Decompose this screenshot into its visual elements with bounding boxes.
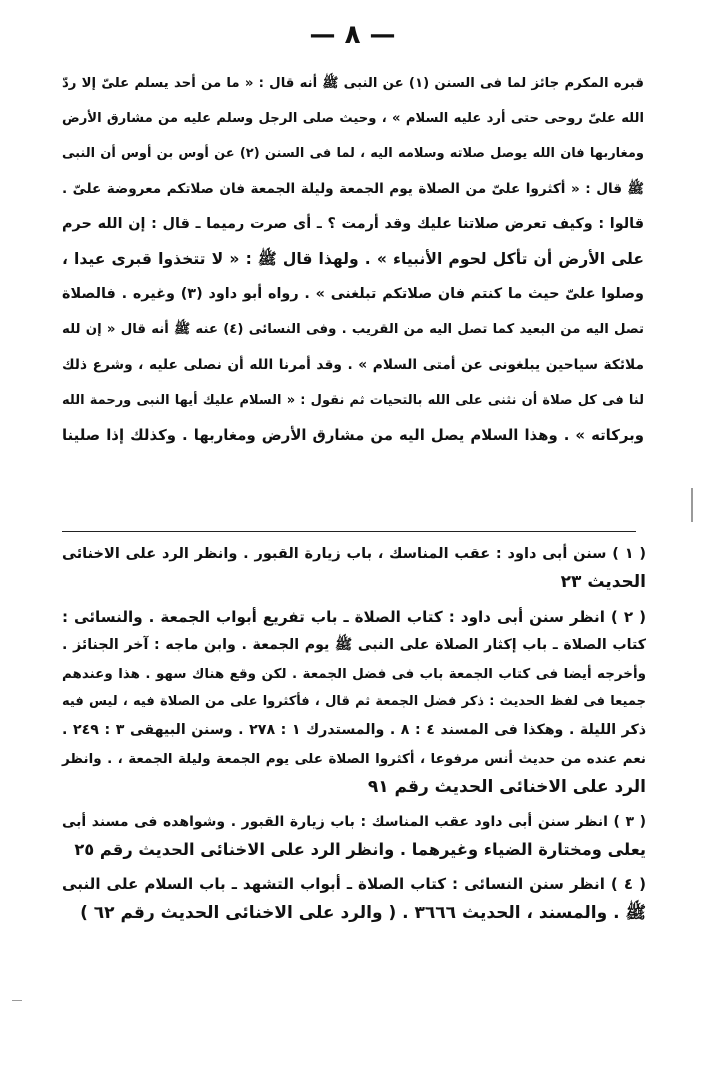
main-text-line: الله علىّ روحى حتى أرد عليه السلام » ، وحيث صلى الرجل وسلم عليه من مشارق الأرض	[62, 111, 644, 127]
footnotes	[62, 540, 646, 933]
main-text-line: قالوا : وكيف تعرض صلاتنا عليك وقد أرمت ؟ ـ أى صرت رميما ـ قال : إن الله حرم	[62, 215, 644, 232]
footnote-2	[62, 603, 646, 802]
footnote-line: ( ٣ ) انظر سنن أبى داود عقب المناسك : باب زيارة القبور . وشواهده فى مسند أبى	[62, 813, 646, 830]
footnote-line: يعلى ومختارة الضياء وغيرهما . وانظر الرد على الاخنائى الحديث رقم ٢٥	[74, 840, 646, 860]
footnote-line: ﷺ . والمسند ، الحديث ٣٦٦٦ . ( والرد على الاخنائى الحديث رقم ٦٢ )	[80, 902, 646, 923]
footnote-line: ( ٢ ) انظر سنن أبى داود : كتاب الصلاة ـ باب تفريع أبواب الجمعة . والنسائى :	[62, 607, 646, 626]
footnote-line: ( ٤ ) انظر سنن النسائى : كتاب الصلاة ـ أبواب التشهد ـ باب السلام على النبى	[62, 875, 647, 894]
footnote-line: جميعا فى لفظ الحديث : ذكر فضل الجمعة ثم قال ، فأكثروا على من الصلاة فيه ، ليس فيه	[62, 694, 646, 710]
footnote-line: نعم عنده من حديث أنس مرفوعا ، أكثروا الصلاة على يوم الجمعة وليلة الجمعة ، . وانظر	[62, 750, 646, 767]
scan-artifact	[691, 488, 693, 522]
footnote-1	[62, 540, 646, 597]
main-text-line: ملائكة سياحين يبلغونى عن أمتى السلام » . وقد أمرنا الله أن نصلى عليه ، وشرع ذلك	[62, 356, 644, 373]
scan-artifact	[12, 1000, 22, 1001]
main-text	[62, 66, 644, 453]
footnote-line: الرد على الاخنائى الحديث رقم ٩١	[367, 777, 646, 798]
main-text-line: ﷺ قال : « أكثروا علىّ من الصلاة يوم الجمعة وليلة الجمعة فان صلاتكم معروضة علىّ .	[62, 180, 644, 197]
footnote-line: ( ١ ) سنن أبى داود : عقب المناسك ، باب زيارة القبور . وانظر الرد على الاخنائى	[62, 546, 646, 562]
footnote-separator	[62, 531, 636, 532]
main-text-line: لنا فى كل صلاة أن نثنى على الله بالتحيات ثم نقول : « السلام عليك أيها النبى ورحمة الله	[62, 392, 644, 408]
main-text-line: تصل اليه من البعيد كما تصل اليه من القريب . وفى النسائى (٤) عنه ﷺ أنه قال « إن لله	[62, 322, 645, 338]
footnote-3	[62, 808, 646, 865]
footnote-4	[62, 870, 646, 927]
main-text-line: وصلوا علىّ حيث ما كنتم فان صلاتكم تبلغنى » . رواه أبو داود (٣) وغيره . فالصلاة	[62, 286, 644, 303]
footnote-line: ذكر الليلة . وهكذا فى المسند ٤ : ٨ . والمستدرك ١ : ٢٧٨ . وسنن البيهقى ٣ : ٢٤٩ .	[62, 722, 646, 739]
footnote-line: الحديث ٢٣	[560, 572, 646, 593]
page-number: — ٨ —	[309, 20, 396, 50]
main-text-line: على الأرض أن تأكل لحوم الأنبياء » . ولهذا قال ﷺ : « لا تتخذوا قبرى عيدا ،	[62, 250, 644, 269]
main-text-line: قبره المكرم جائز لما فى السنن (١) عن النبى ﷺ أنه قال : « ما من أحد يسلم علىّ إلا ردّ	[62, 76, 644, 91]
main-text-line: ومغاربها فان الله يوصل صلاته وسلامه اليه ، لما فى السنن (٢) عن أوس بن أوس أن النبى	[62, 146, 644, 162]
footnote-line: كتاب الصلاة ـ باب إكثار الصلاة على النبى ﷺ يوم الجمعة . وابن ماجه : آخر الجنائز .	[62, 637, 646, 654]
main-text-line: وبركاته » . وهذا السلام يصل اليه من مشارق الأرض ومغاربها . وكذلك إذا صلينا	[62, 426, 644, 445]
footnote-line: وأخرجه أيضا فى كتاب الجمعة باب فى فضل الجمعة . لكن وقع هناك سهو . هذا وعندهم	[62, 665, 646, 682]
